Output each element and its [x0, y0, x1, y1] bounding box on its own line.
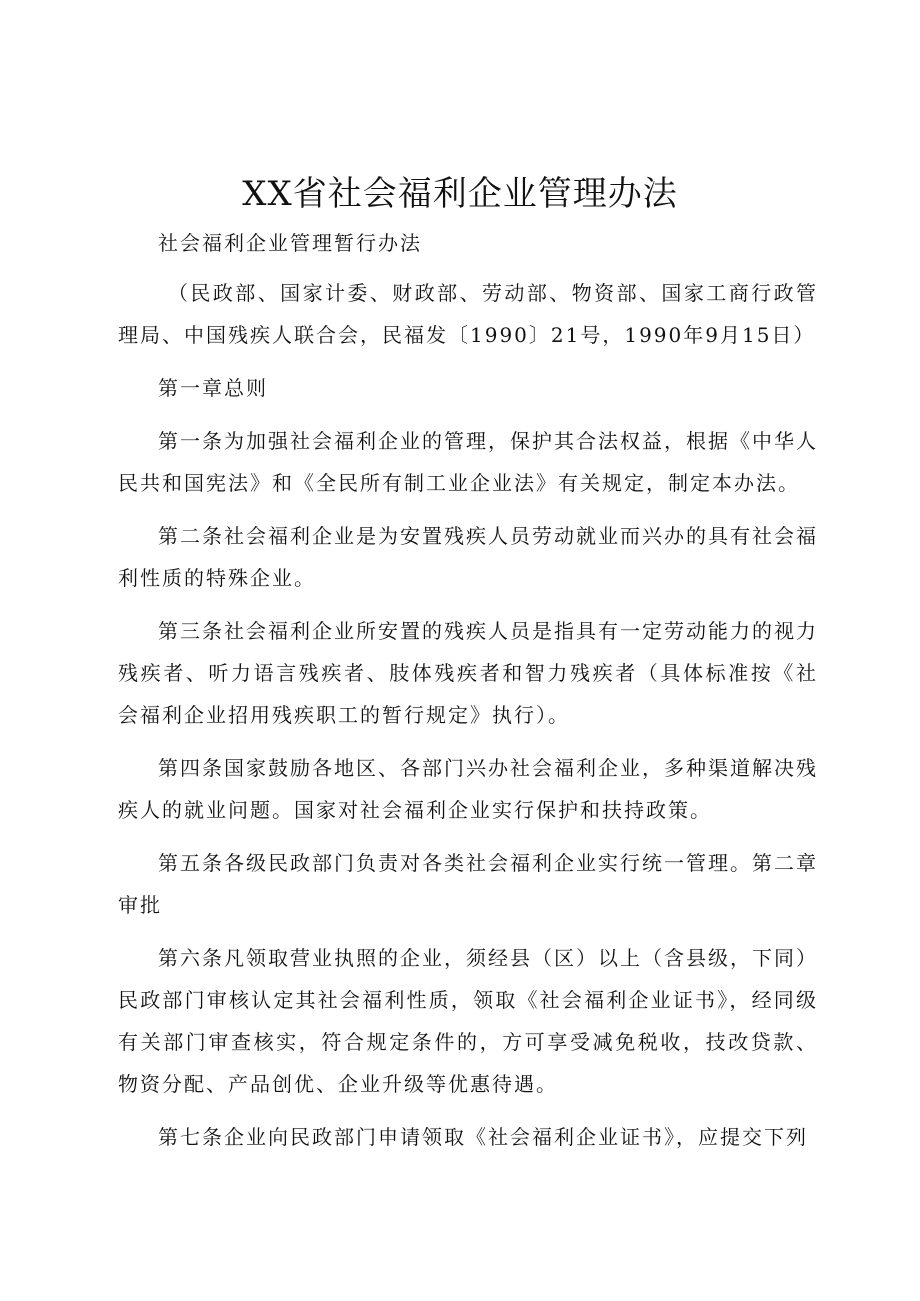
- article-paragraph: 第七条企业向民政部门申请领取《社会福利企业证书》，应提交下列: [158, 1125, 808, 1149]
- article-paragraph: 第四条国家鼓励各地区、各部门兴办社会福利企业，多种渠道解决残疾人的就业问题。国家对社会福利企业实行保护和扶持政策。: [118, 756, 818, 822]
- subtitle-paragraph: 社会福利企业管理暂行办法: [158, 231, 422, 255]
- document-body: [118, 222, 818, 1169]
- source-paragraph: （民政部、国家计委、财政部、劳动部、物资部、国家工商行政管理局、中国残疾人联合会，民福发〔1990〕21号，1990年9月15日）: [118, 281, 818, 347]
- article-paragraph: 第六条凡领取营业执照的企业，须经县（区）以上（含县级，下同）民政部门审核认定其社会福利性质，领取《社会福利企业证书》，经同级有关部门审查核实，符合规定条件的，方可享受减免税收，技改贷款、物资分配、产品创优、企业升级等优惠待遇。: [118, 946, 818, 1096]
- article-paragraph: 第一条为加强社会福利企业的管理，保护其合法权益，根据《中华人民共和国宪法》和《全民所有制工业企业法》有关规定，制定本办法。: [118, 429, 818, 495]
- document-title: XX省社会福利企业管理办法: [242, 174, 678, 214]
- article-paragraph: 第二条社会福利企业是为安置残疾人员劳动就业而兴办的具有社会福利性质的特殊企业。: [118, 524, 818, 590]
- article-paragraph: 第五条各级民政部门负责对各类社会福利企业实行统一管理。第二章审批: [118, 851, 818, 917]
- chapter-heading: 第一章总则: [158, 376, 268, 400]
- article-paragraph: 第三条社会福利企业所安置的残疾人员是指具有一定劳动能力的视力残疾者、听力语言残疾者、肢体残疾者和智力残疾者（具体标准按《社会福利企业招用残疾职工的暂行规定》执行）。: [118, 619, 818, 727]
